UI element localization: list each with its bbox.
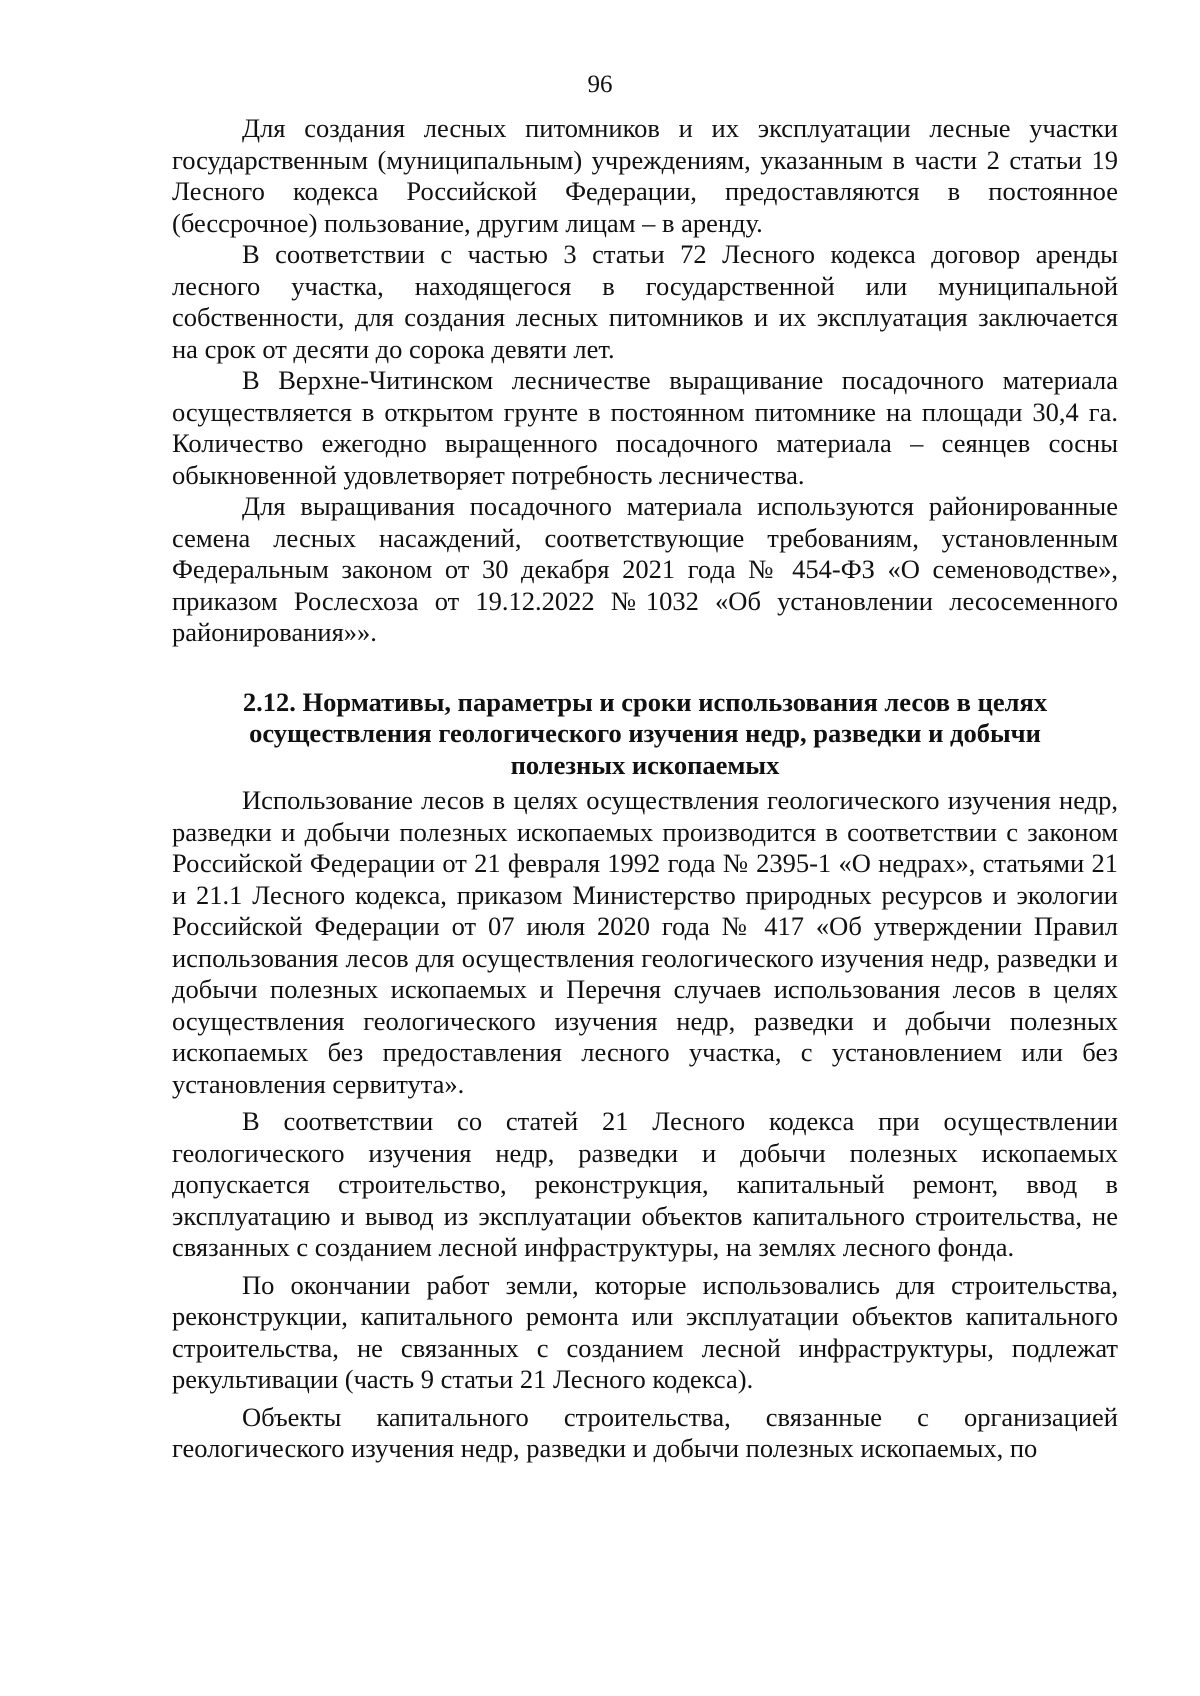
paragraph-zoned-seeds: Для выращивания посадочного материала используются районированные семена лесных насаждений, соответствующие требованиям, установленным Федеральным законом от 30 декабря 2021 года № 454-ФЗ «О семеноводстве», приказом Рослесхоза от 19.12.2022 №1032 «Об установлении лесосеменного районирования»».: [172, 491, 1118, 647]
paragraph-forest-nurseries-lease: Для создания лесных питомников и их эксплуатации лесные участки государственным (муниципальным) учреждениям, указанным в части 2 статьи 19 Лесного кодекса Российской Федерации, предоставляются в постоянное (бессрочное) пользование, другим лицам – в аренду.: [172, 113, 1118, 238]
paragraph-recultivation: По окончании работ земли, которые использовались для строительства, реконструкции, капитального ремонта или эксплуатации объектов капитального строительства, не связанных с созданием лесной инфраструктуры, подлежат рекультивации (часть 9 статьи 21 Лесного кодекса).: [172, 1269, 1118, 1394]
page-number: 96: [587, 71, 613, 98]
paragraph-lease-term: В соответствии с частью 3 статьи 72 Лесного кодекса договор аренды лесного участка, находящегося в государственной или муниципальной собственности, для создания лесных питомников и их эксплуатация заключается на срок от десяти до сорока девяти лет.: [172, 239, 1118, 364]
section-heading-2-12: 2.12. Нормативы, параметры и сроки использования лесов в целях осуществления геологического изучения недр, разведки и добычи полезных ископаемых: [242, 686, 1048, 780]
paragraph-construction-allowed: В соответствии со статей 21 Лесного кодекса при осуществлении геологического изучения недр, разведки и добычи полезных ископаемых допускается строительство, реконструкция, капитальный ремонт, ввод в эксплуатацию и вывод из эксплуатации объектов капитального строительства, не связанных с созданием лесной инфраструктуры, на землях лесного фонда.: [172, 1106, 1118, 1262]
document-body: [172, 113, 1118, 1465]
paragraph-geological-use-basis: Использование лесов в целях осуществления геологического изучения недр, разведки и добычи полезных ископаемых производится в соответствии с законом Российской Федерации от 21 февраля 1992 года № 2395-1 «О недрах», статьями 21 и 21.1 Лесного кодекса, приказом Министерство природных ресурсов и экологии Российской Федерации от 07 июля 2020 года № 417 «Об утверждении Правил использования лесов для осуществления геологического изучения недр, разведки и добычи полезных ископаемых и Перечня случаев использования лесов в целях осуществления геологического изучения недр, разведки и добычи полезных ископаемых без предоставления лесного участка, с установлением или без установления сервитута».: [172, 785, 1118, 1099]
paragraph-verkhne-chitinsk-nursery: В Верхне-Читинском лесничестве выращивание посадочного материала осуществляется в открытом грунте в постоянном питомнике на площади 30,4 га. Количество ежегодно выращенного посадочного материала – сеянцев сосны обыкновенной удовлетворяет потребность лесничества.: [172, 365, 1118, 490]
paragraph-capital-objects: Объекты капитального строительства, связанные с организацией геологического изучения недр, разведки и добычи полезных ископаемых, по: [172, 1401, 1118, 1463]
